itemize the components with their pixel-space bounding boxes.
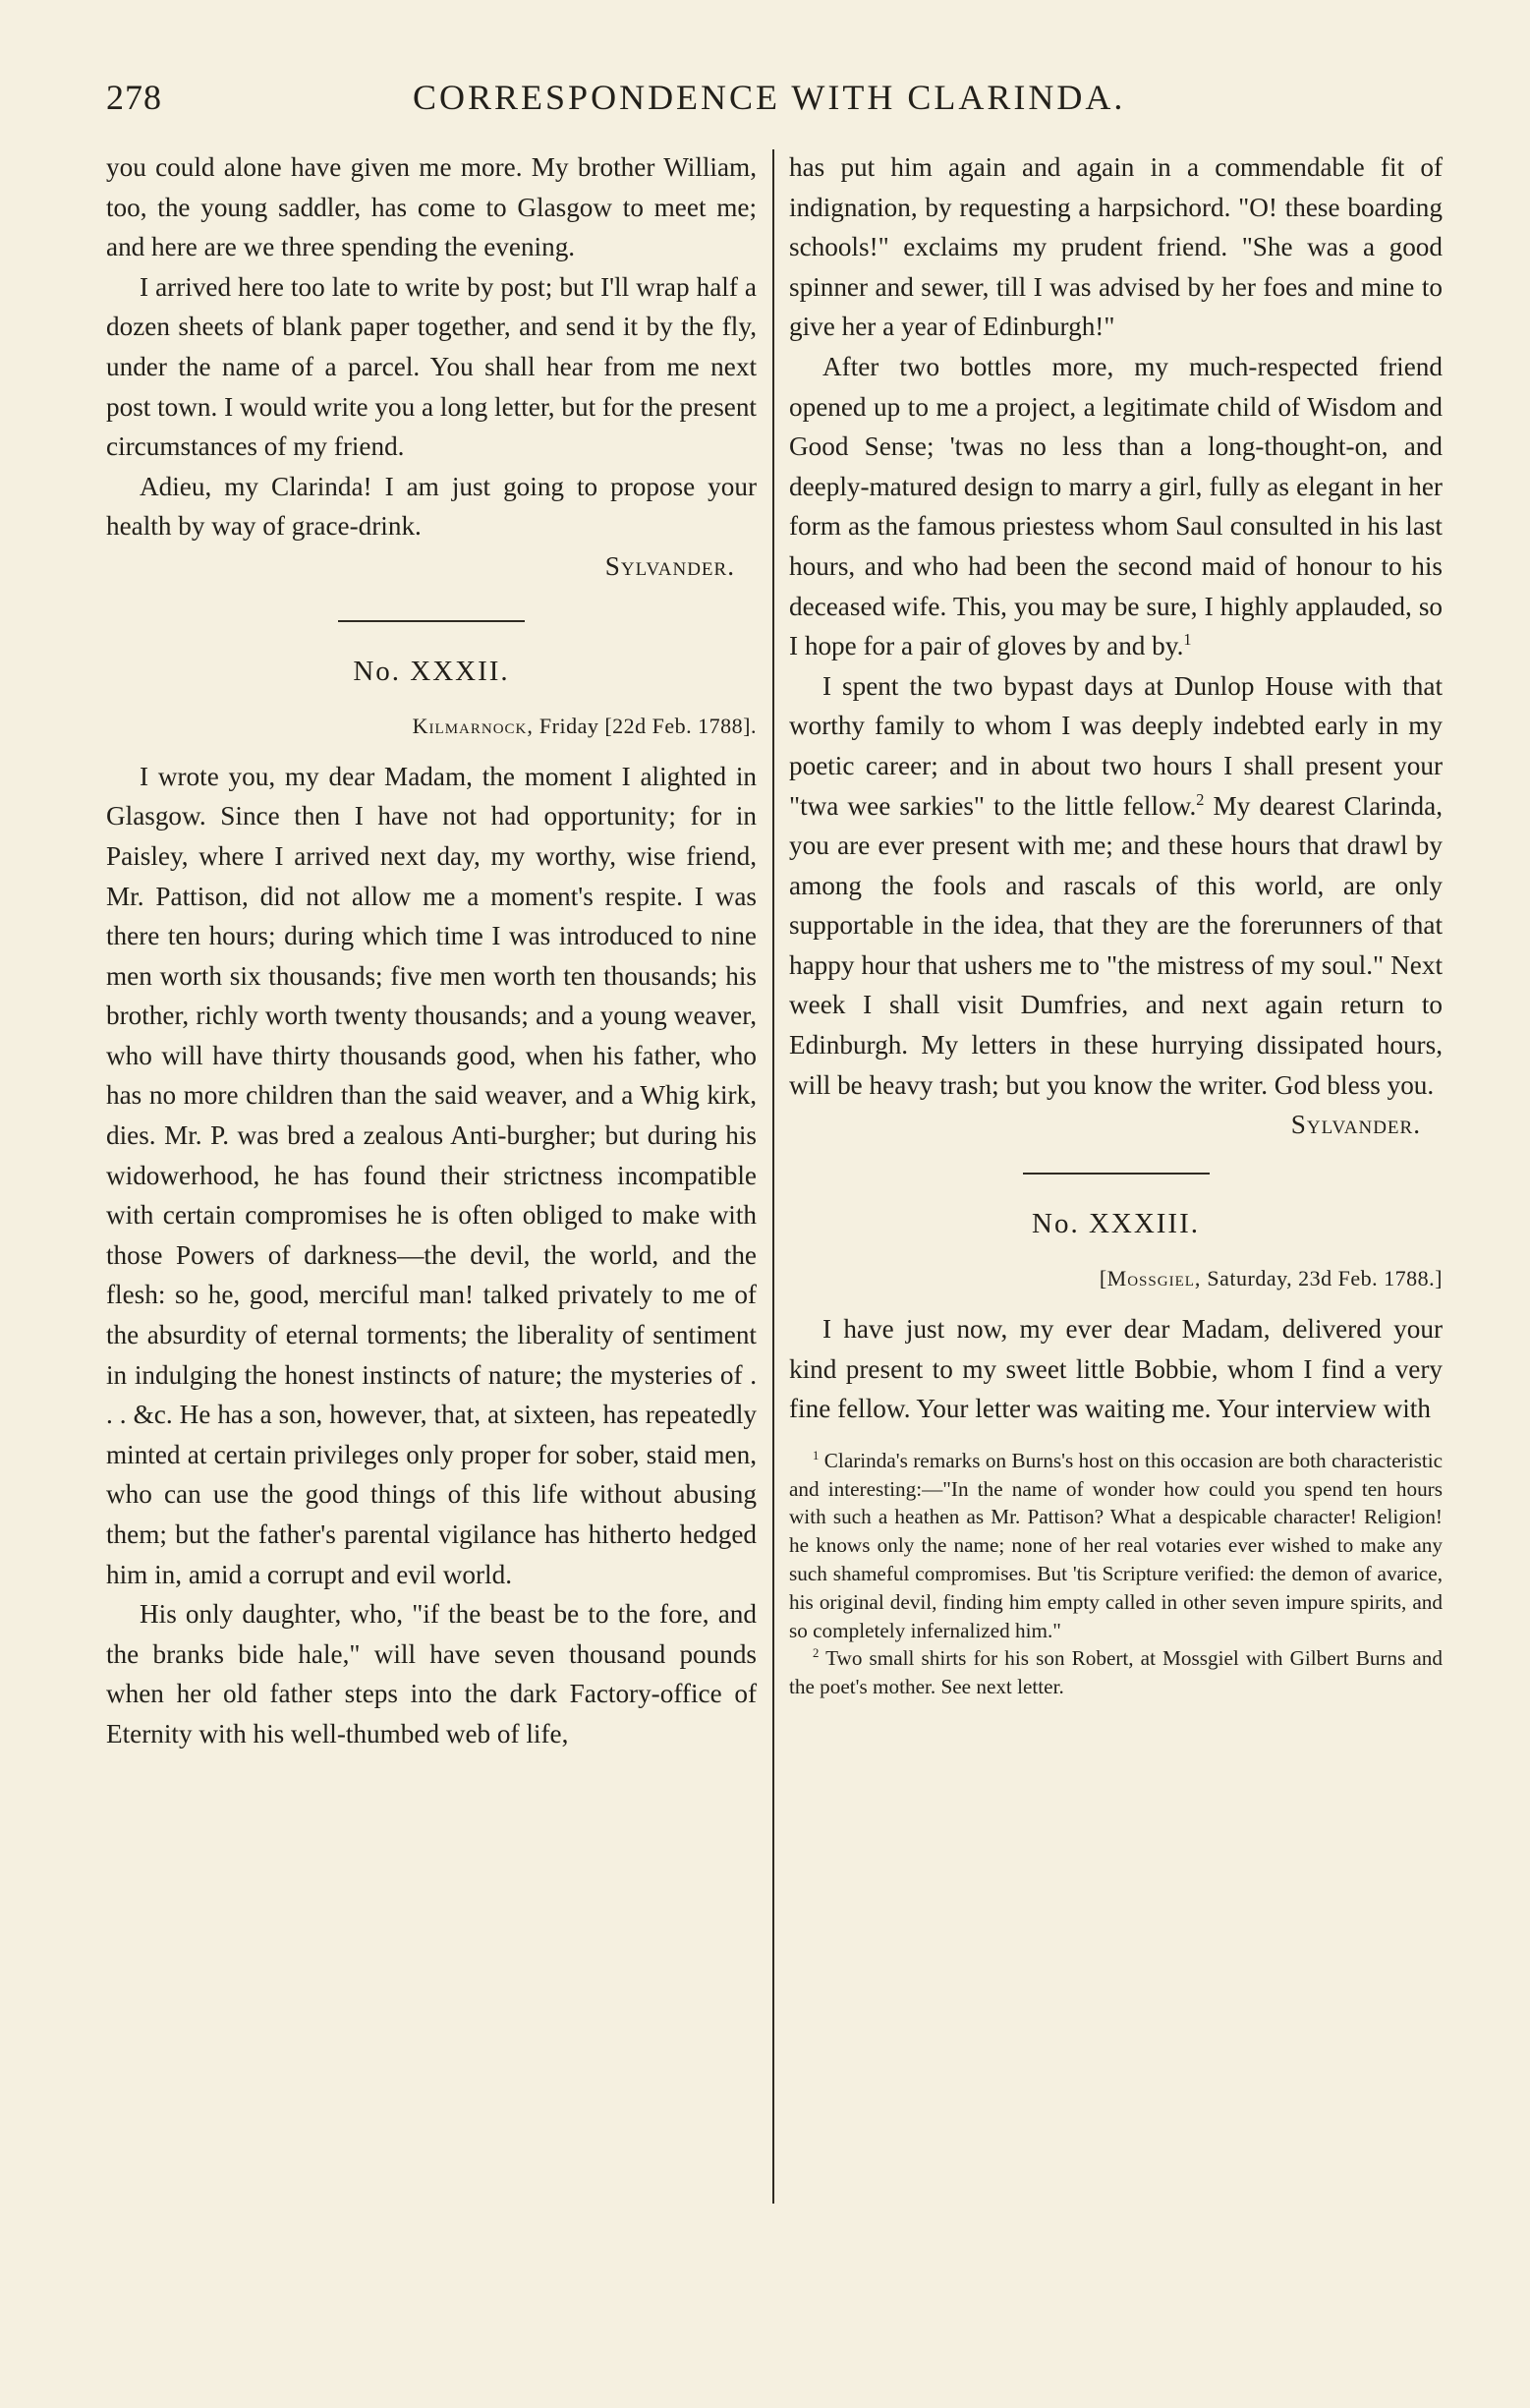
- place-name: Mossgiel,: [1106, 1266, 1202, 1291]
- paragraph: you could alone have given me more. My brother William, too, the young saddler, has come to Glasgow to meet me; and here are we three spending the evening.: [106, 152, 757, 262]
- paragraph: [789, 347, 1443, 666]
- footnote-text: Two small shirts for his son Robert, at Mossgiel with Gilbert Burns and the poet's mother. See next letter.: [789, 1646, 1443, 1699]
- column-rule: [772, 149, 774, 2204]
- letter-dateline: [106, 707, 757, 747]
- footnote-ref: 2: [1196, 789, 1205, 809]
- letter-number: No. XXXIII.: [1032, 1207, 1200, 1239]
- paragraph: Adieu, my Clarinda! I am just going to propose your health by way of grace-drink.: [106, 471, 757, 542]
- date-text: Saturday, 23d Feb. 1788.]: [1201, 1266, 1443, 1291]
- section-divider: [338, 620, 525, 622]
- footnote-mark: 2: [813, 1646, 820, 1661]
- page-number: 278: [106, 78, 162, 117]
- paragraph: I have just now, my ever dear Madam, delivered your kind present to my sweet little Bobbie, whom I find a very fine fellow. Your letter was waiting me. Your interview with: [789, 1314, 1443, 1424]
- signature: Sylvander.: [1290, 1110, 1421, 1140]
- footnotes: [789, 1447, 1443, 1701]
- running-title: CORRESPONDENCE WITH CLARINDA.: [413, 78, 1126, 117]
- letter-number: No. XXXII.: [353, 655, 510, 687]
- footnote-text: Clarinda's remarks on Burns's host on this occasion are both characteristic and interesting:—"In the name of wonder how could you spend ten hours with such a heathen as Mr. Pattison? What a despicable character! Religion! he knows only the name; none of her real votaries ever wished to make any such shameful compromises. But 'tis Scripture verified: the demon of avarice, his original devil, finding him empty called in other seven impure spirits, and so completely infernalized him.": [789, 1448, 1443, 1642]
- bracket: [: [1099, 1266, 1107, 1291]
- letter-dateline: [789, 1259, 1443, 1299]
- paragraph: [789, 666, 1443, 1106]
- date-text: Friday [22d Feb. 1788].: [533, 714, 757, 739]
- paragraph: has put him again and again in a commendable fit of indignation, by requesting a harpsichord. "O! these boarding schools!" exclaims my prudent friend. "She was a good spinner and sewer, till I was advised by her foes and mine to give her a year of Edinburgh!": [789, 152, 1443, 342]
- paragraph-text: My dearest Clarinda, you are ever present with me; and these hours that drawl by among the fools and rascals of this world, are only supportable in the idea, that they are the forerunners of that happy hour that ushers me to "the mistress of my soul." Next week I shall visit Dumfries, and next again return to Edinburgh. My letters in these hurrying dissipated hours, will be heavy trash; but you know the writer. God bless you.: [789, 790, 1443, 1100]
- section-divider: [1023, 1173, 1210, 1175]
- running-header: [106, 77, 1158, 126]
- paragraph: His only daughter, who, "if the beast be to the fore, and the branks bide hale," will have seven thousand pounds when her old father steps into the dark Factory-office of Eternity with his well-thumbed web of life,: [106, 1599, 757, 1749]
- signature: Sylvander.: [604, 550, 735, 581]
- left-column: [106, 147, 757, 1754]
- paragraph: I arrived here too late to write by post; but I'll wrap half a dozen sheets of blank paper together, and send it by the fly, under the name of a parcel. You shall hear from me next post town. I would write you a long letter, but for the present circumstances of my friend.: [106, 271, 757, 462]
- footnote-mark: 1: [813, 1448, 820, 1462]
- place-name: Kilmarnock,: [412, 714, 534, 739]
- paragraph-text: After two bottles more, my much-respected friend opened up to me a project, a legitimate child of Wisdom and Good Sense; 'twas no less than a long-thought-on, and deeply-matured design to marry a girl, fully as elegant in her form as the famous priestess whom Saul consulted in his last hours, and who had been the second maid of honour to his deceased wife. This, you may be sure, I highly applauded, so I hope for a pair of gloves by and by.: [789, 351, 1443, 661]
- footnote-ref: 1: [1183, 630, 1192, 650]
- right-column: [789, 147, 1443, 1701]
- paragraph: I wrote you, my dear Madam, the moment I alighted in Glasgow. Since then I have not had opportunity; for in Paisley, where I arrived next day, my worthy, wise friend, Mr. Pattison, did not allow me a moment's respite. I was there ten hours; during which time I was introduced to nine men worth six thousands; five men worth ten thousands; his brother, richly worth twenty thousands; and a young weaver, who will have thirty thousands good, when his father, who has no more children than the said weaver, and a Whig kirk, dies. Mr. P. was bred a zealous Anti-burgher; but during his widowerhood, he has found their strictness incompatible with certain compromises he is often obliged to make with those Powers of darkness—the devil, the world, and the flesh: so he, good, merciful man! talked privately to me of the absurdity of eternal torments; the liberality of sentiment in indulging the honest instincts of nature; the mysteries of . . . &c. He has a son, however, that, at sixteen, has repeatedly minted at certain privileges only proper for sober, staid men, who can use the good things of this life without abusing them; but the father's parental vigilance has hitherto hedged him in, amid a corrupt and evil world.: [106, 761, 757, 1589]
- footnote: [789, 1644, 1443, 1701]
- paragraph-text: I spent the two bypast days at Dunlop House with that worthy family to whom I was deeply indebted early in my poetic career; and in about two hours I shall present your "twa wee sarkies" to the little fellow.: [789, 670, 1443, 821]
- footnote: [789, 1447, 1443, 1645]
